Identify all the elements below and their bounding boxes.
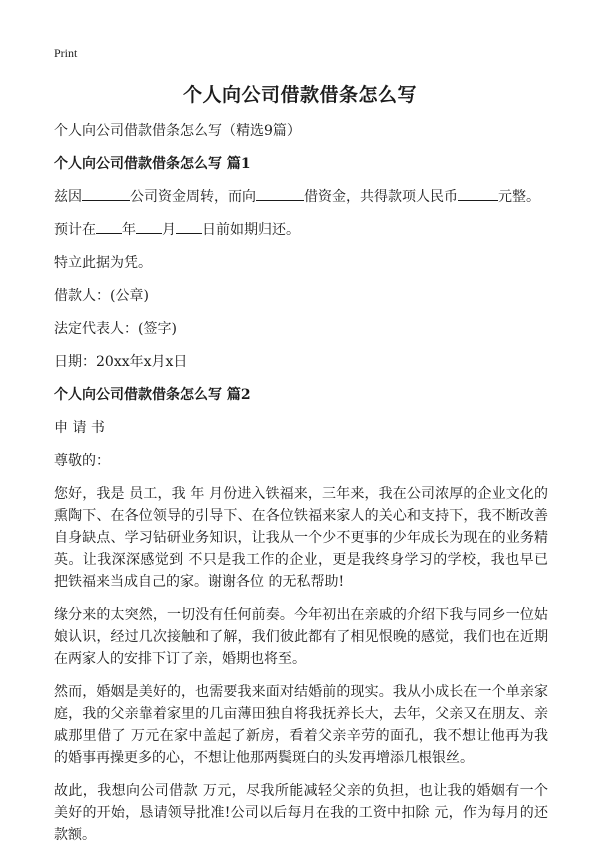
- blank-field: [96, 219, 122, 234]
- repay-text-2: 年: [122, 222, 136, 238]
- repay-text-4: 日前如期归还。: [202, 222, 300, 238]
- repay-text-1: 预计在: [54, 222, 96, 238]
- borrower-line: 借款人：(公章): [54, 288, 149, 304]
- paragraph-family: 然而，婚姻是美好的，也需要我来面对结婚前的现实。我从小成长在一个单亲家庭，我的父亲靠着家里的几亩薄田独自将我抚养长大，去年，父亲又在朋友、亲戚那里借了 万元在家中盖起了新房，看着父亲辛劳的面孔，我不想让他再为我的婚事再操更多的心，不想让他那两鬓斑白的头发再增添几根银丝。: [54, 684, 548, 766]
- loan-reason-text-1: 兹因: [54, 189, 82, 205]
- repay-date-line: [54, 219, 548, 241]
- legal-rep-line: 法定代表人：(签字): [54, 321, 177, 337]
- loan-reason-text-3: 借资金，共得款项人民币: [304, 189, 458, 205]
- document-title: 个人向公司借款借条怎么写: [182, 84, 417, 106]
- document-body: [54, 120, 548, 857]
- paragraph-marriage: 缘分来的太突然，一切没有任何前奏。今年初出在亲戚的介绍下我与同乡一位姑娘认识，经过几次接触和了解，我们彼此都有了相见恨晚的感觉，我们也在近期在两家人的安排下订了亲，婚期也将至。: [54, 607, 548, 667]
- blank-field: [458, 186, 498, 201]
- blank-field: [256, 186, 304, 201]
- print-label: Print: [54, 46, 78, 60]
- blank-field: [82, 186, 130, 201]
- repay-text-3: 月: [162, 222, 176, 238]
- date-line: 日期：20xx年x月x日: [54, 354, 188, 370]
- proof-line: 特立此据为凭。: [54, 255, 152, 271]
- salutation: 尊敬的：: [54, 453, 110, 469]
- loan-reason-text-4: 元整。: [498, 189, 540, 205]
- paragraph-request: 故此，我想向公司借款 万元，尽我所能减轻父亲的负担，也让我的婚姻有一个美好的开始，恳请领导批准!公司以后每月在我的工资中扣除 元，作为每月的还款额。: [54, 783, 548, 843]
- section1-heading: 个人向公司借款借条怎么写 篇1: [54, 156, 251, 172]
- document-subtitle: 个人向公司借款借条怎么写（精选9篇）: [54, 123, 301, 139]
- blank-field: [176, 219, 202, 234]
- loan-reason-line: [54, 186, 548, 208]
- section2-heading: 个人向公司借款借条怎么写 篇2: [54, 387, 251, 403]
- application-label: 申 请 书: [54, 420, 105, 436]
- blank-field: [136, 219, 162, 234]
- loan-reason-text-2: 公司资金周转，而向: [130, 189, 256, 205]
- paragraph-intro: 您好，我是 员工，我 年 月份进入铁福来，三年来，我在公司浓厚的企业文化的熏陶下、在各位领导的引导下、在各位铁福来家人的关心和支持下，我不断改善自身缺点、学习钻研业务知识，让我从一个少不更事的少年成长为现在的业务精英。让我深深感觉到 不只是我工作的企业，更是我终身学习的学校，我也早已把铁福来当成自己的家。谢谢各位 的无私帮助!: [54, 486, 548, 590]
